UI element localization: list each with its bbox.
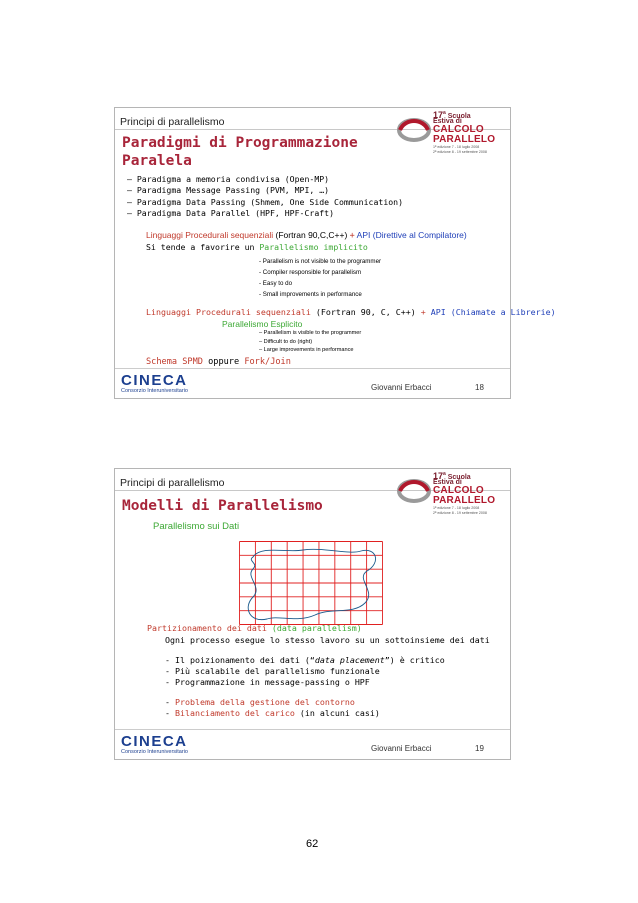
- slide-subtitle: Parallelismo sui Dati: [153, 521, 240, 532]
- model-point: - Più scalabile del parallelismo funzionale: [165, 666, 380, 676]
- slide-number: 19: [475, 744, 484, 753]
- logo-dates-2: 2ª edizione 8 - 19 settembre 2008: [433, 511, 487, 515]
- model-point: - Il poizionamento dei dati (“data placement”) è critico: [165, 655, 445, 665]
- slide-author: Giovanni Erbacci: [371, 744, 432, 753]
- cineca-subtitle: Consorzio Interuniversitario: [121, 388, 188, 394]
- cineca-logo: CINECA: [121, 372, 188, 389]
- section-label: Principi di parallelismo: [120, 477, 225, 489]
- implicit-point: - Small improvements in performance: [259, 291, 362, 298]
- explicit-point: – Difficult to do (right): [259, 339, 313, 345]
- slide-footer: [115, 729, 510, 759]
- implicit-point: - Easy to do: [259, 280, 293, 287]
- slide-footer: [115, 368, 510, 398]
- page-number: 62: [306, 838, 319, 850]
- cineca-logo: CINECA: [121, 733, 188, 750]
- footer-divider: [115, 368, 510, 369]
- title-line-2: Paralela: [122, 153, 192, 169]
- logo-swirl-icon: [397, 113, 431, 147]
- logo-dates-2: 2ª edizione 8 - 19 settembre 2008: [433, 150, 487, 154]
- implicit-point: - Parallelism is not visible to the programmer: [259, 258, 382, 265]
- slide-author: Giovanni Erbacci: [371, 383, 432, 392]
- paradigm-item: – Paradigma Data Passing (Shmem, One Side Communication): [127, 197, 404, 207]
- logo-dates-1: 1ª edizione 7 - 18 luglio 2008: [433, 145, 480, 149]
- scuola-logo: [397, 471, 509, 517]
- grid-lines: [240, 542, 383, 625]
- logo-dates-1: 1ª edizione 7 - 18 luglio 2008: [433, 506, 480, 510]
- paradigm-item: – Paradigma Data Parallel (HPF, HPF-Craft): [127, 208, 335, 218]
- ogni-line: Ogni processo esegue lo stesso lavoro su un sottoinsieme dei dati: [165, 635, 490, 645]
- explicit-point: – Large improvements in performance: [259, 347, 354, 353]
- partition-line: Partizionamento dei dati (data parallelism): [147, 623, 362, 633]
- explicit-line: Linguaggi Procedurali sequenziali (Fortran 90, C, C++) + API (Chiamate a Librerie): [146, 307, 556, 317]
- explicit-par: Parallelismo Esplicito: [222, 319, 303, 329]
- explicit-point: – Parallelism is visible to the programmer: [259, 330, 362, 336]
- logo-parallelo: PARALLELO: [433, 134, 496, 145]
- footer-divider: [115, 729, 510, 730]
- paradigm-item: – Paradigma Message Passing (PVM, MPI, …): [127, 185, 330, 195]
- slide-number: 18: [475, 383, 484, 392]
- data-grid-figure: [239, 541, 383, 625]
- slide-18: [114, 107, 556, 399]
- implicit-line: Linguaggi Procedurali sequenziali (Fortran 90,C,C++) + API (Direttive al Compilatore): [146, 230, 467, 241]
- logo-edition: 17$^a$ Scuola: [433, 471, 471, 481]
- slide-19: [114, 468, 511, 760]
- slide-title: Modelli di Parallelismo: [122, 498, 323, 514]
- logo-edition: 17$^a$ Scuola: [433, 110, 471, 120]
- logo-swirl-icon: [397, 474, 431, 508]
- slide-title: [122, 134, 358, 170]
- implicit-tende: Si tende a favorire un Parallelismo implicito: [146, 242, 368, 252]
- paradigm-item: – Paradigma a memoria condivisa (Open-MP): [127, 174, 330, 184]
- logo-calcolo: CALCOLO: [433, 485, 484, 496]
- section-label: Principi di parallelismo: [120, 116, 225, 128]
- problem-point: - Bilanciamento del carico (in alcuni casi): [165, 708, 380, 718]
- scuola-logo: [397, 110, 509, 156]
- domain-blob: [248, 549, 375, 619]
- logo-estiva: Estiva di: [433, 118, 462, 125]
- implicit-point: - Compiler responsible for parallelism: [259, 269, 362, 276]
- model-point: - Programmazione in message-passing o HPF: [165, 677, 370, 687]
- spmd-line: Schema SPMD oppure Fork/Join: [146, 357, 291, 367]
- problem-point: - Problema della gestione del contorno: [165, 697, 355, 707]
- logo-estiva: Estiva di: [433, 479, 462, 486]
- cineca-subtitle: Consorzio Interuniversitario: [121, 749, 188, 755]
- logo-parallelo: PARALLELO: [433, 495, 496, 506]
- logo-calcolo: CALCOLO: [433, 124, 484, 135]
- title-line-1: Paradigmi di Programmazione: [122, 135, 358, 151]
